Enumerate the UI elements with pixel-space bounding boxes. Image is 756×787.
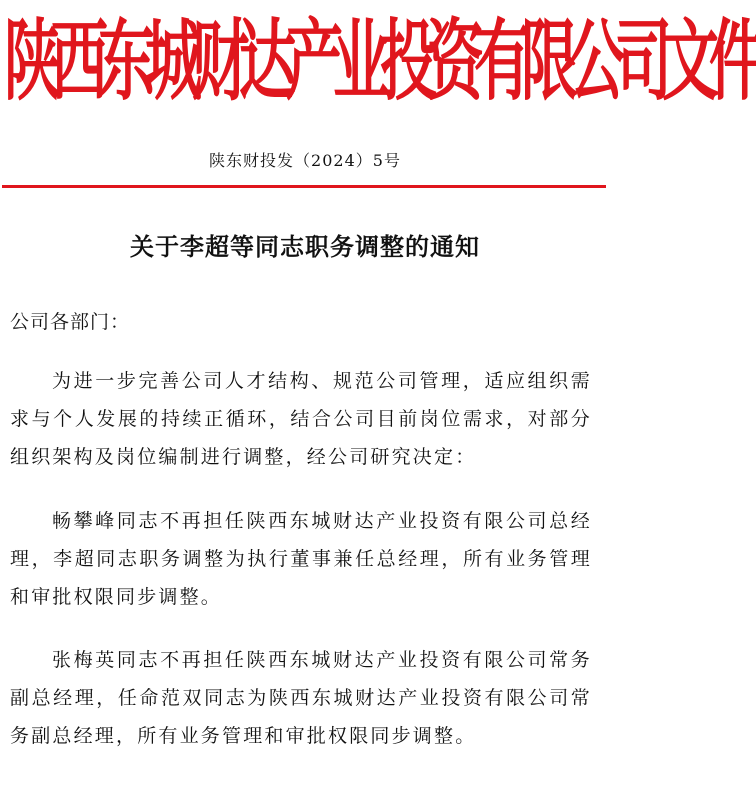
notice-title: 关于李超等同志职务调整的通知	[130, 232, 480, 261]
red-divider-line	[2, 185, 606, 188]
document-number: 陕东财投发（2024）5号	[209, 151, 401, 170]
paragraph-appointment-2: 张梅英同志不再担任陕西东城财达产业投资有限公司常务副总经理，任命范双同志为陕西东城财达产业投资有限公司常务副总经理，所有业务管理和审批权限同步调整。	[10, 649, 592, 747]
paragraph-intro: 为进一步完善公司人才结构、规范公司管理，适应组织需求与个人发展的持续正循环，结合公司目前岗位需求，对部分组织架构及岗位编制进行调整，经公司研究决定：	[10, 370, 592, 468]
salutation: 公司各部门：	[10, 311, 131, 333]
red-masthead-title: 陕西东城财达产业投资有限公司文件	[4, 9, 756, 114]
paragraph-appointment-1: 畅攀峰同志不再担任陕西东城财达产业投资有限公司总经理，李超同志职务调整为执行董事兼任总经理，所有业务管理和审批权限同步调整。	[10, 510, 592, 608]
